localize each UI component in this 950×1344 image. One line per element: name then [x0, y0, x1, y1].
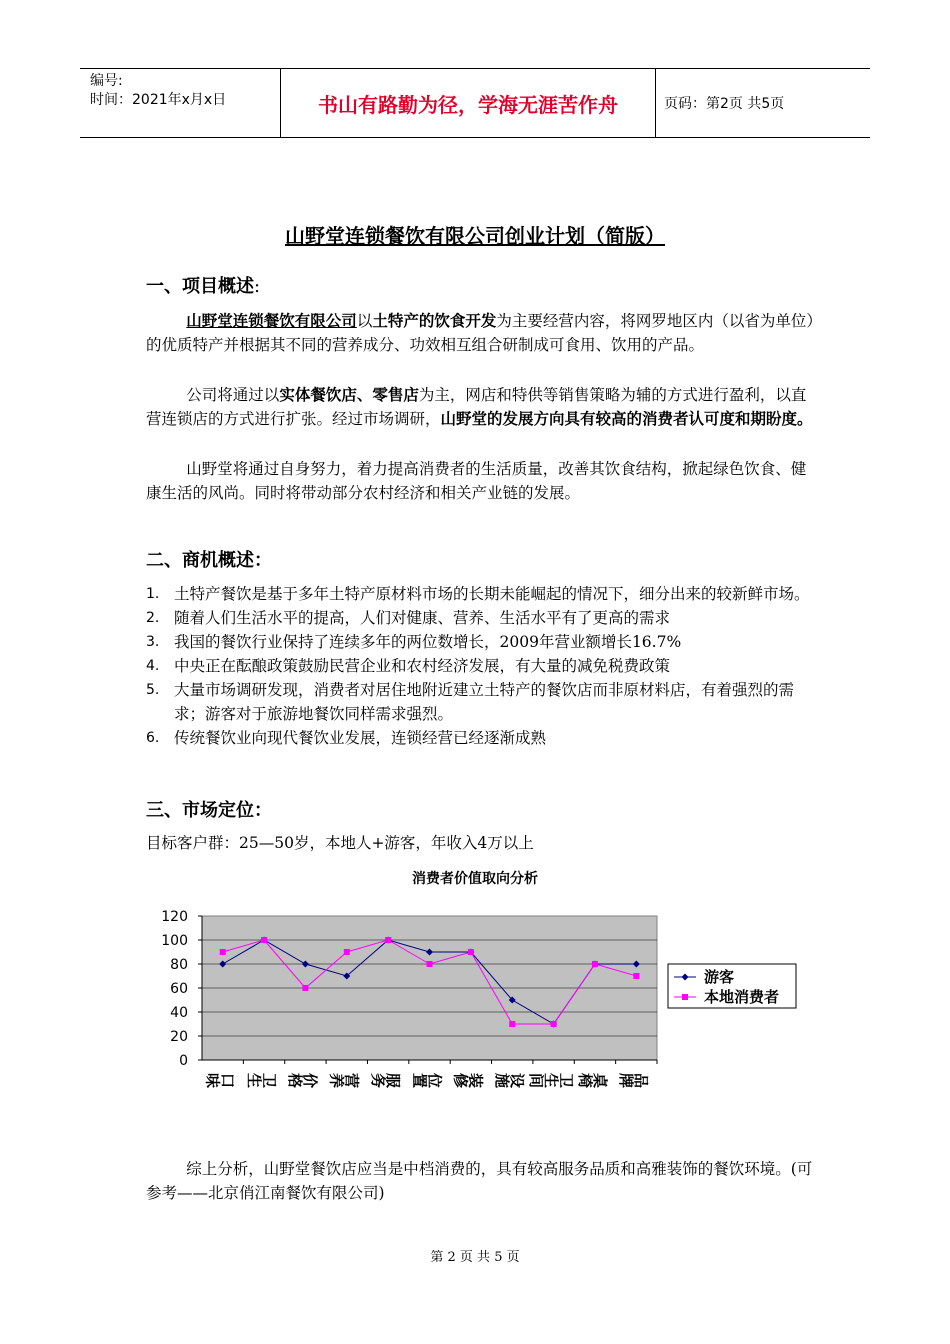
section1-heading [146, 272, 260, 298]
y-tick-label: 100 [161, 933, 188, 949]
y-tick-label: 40 [170, 1005, 188, 1021]
list-item-number: 6. [146, 730, 160, 746]
number-label: 编号: [90, 73, 123, 89]
section1-paragraph-2 [146, 383, 816, 431]
p2-b: 为主，网店和特供等销售策略为辅的方式进行盈利，以直营连锁店的方式进行扩张。经过市场调研， [146, 386, 807, 428]
data-point [551, 1021, 557, 1027]
list-item-text: 中央正在酝酿政策鼓励民营企业和农村经济发展，有大量的减免税费政策 [174, 657, 671, 675]
list-item-number: 4. [146, 658, 160, 674]
list-item-text: 大量市场调研发现，消费者对居住地附近建立土特产的餐饮店而非原材料店，有着强烈的需求；游客对于旅游地餐饮同样需求强烈。 [174, 681, 795, 723]
list-item [146, 654, 816, 678]
chart-title: 消费者价值取向分析 [412, 871, 538, 887]
section1-heading-text: 一、项目概述 [146, 276, 254, 297]
x-tick-label: 桌椅 [577, 1071, 608, 1089]
x-tick-label: 口味 [205, 1071, 236, 1089]
page-header [80, 68, 870, 138]
data-point [302, 985, 308, 991]
y-tick-label: 80 [170, 957, 188, 973]
legend-marker [682, 994, 688, 1000]
y-tick-label: 120 [161, 909, 188, 925]
section2-heading: 二、商机概述： [146, 550, 272, 571]
x-tick-label: 卫生间 [529, 1071, 575, 1089]
data-point [220, 949, 226, 955]
conclusion-paragraph: 综上分析，山野堂餐饮店应当是中档消费的，具有较高服务品质和高雅装饰的餐饮环境。(可参考——北京俏江南餐饮有限公司) [146, 1160, 813, 1202]
x-tick-label: 营养 [329, 1071, 360, 1089]
x-tick-label: 设施 [495, 1071, 526, 1089]
list-item-text: 传统餐饮业向现代餐饮业发展，连锁经营已经逐渐成熟 [174, 729, 547, 747]
list-item-text: 随着人们生活水平的提高，人们对健康、营养、生活水平有了更高的需求 [174, 609, 671, 627]
data-point [427, 961, 433, 967]
opportunity-list [146, 582, 816, 750]
p1-bold: 土特产的饮食开发 [372, 311, 497, 330]
legend-label: 本地消费者 [704, 988, 780, 1006]
legend-label: 游客 [704, 968, 735, 986]
list-item [146, 726, 816, 750]
data-point [385, 937, 391, 943]
x-tick-label: 价格 [288, 1071, 319, 1089]
x-tick-label: 位置 [412, 1071, 443, 1089]
p2-bold-2: 山野堂的发展方向具有较高的消费者认可度和期盼度。 [440, 409, 813, 428]
y-tick-label: 0 [179, 1053, 188, 1069]
section1-paragraph-3: 山野堂将通过自身努力，着力提高消费者的生活质量，改善其饮食结构，掀起绿色饮食、健康生活的风尚。同时将带动部分农村经济和相关产业链的发展。 [146, 460, 807, 502]
x-tick-label: 卫生 [247, 1071, 278, 1089]
list-item [146, 630, 816, 654]
p1-mid: 以 [356, 312, 373, 330]
company-name: 山野堂连锁餐饮有限公司 [186, 311, 357, 330]
p2-a: 公司将通过以 [186, 386, 280, 404]
document-title: 山野堂连锁餐饮有限公司创业计划（简版） [285, 224, 665, 248]
list-item [146, 678, 816, 726]
list-item [146, 606, 816, 630]
section3-heading: 三、市场定位： [146, 800, 272, 821]
section1-heading-colon: : [254, 276, 261, 297]
header-motto: 书山有路勤为径，学海无涯苦作舟 [280, 69, 656, 137]
header-left-cell [80, 69, 280, 137]
x-tick-label: 装修 [453, 1071, 484, 1089]
value-orientation-chart [150, 900, 810, 1140]
y-tick-label: 60 [170, 981, 188, 997]
y-tick-label: 20 [170, 1029, 188, 1045]
data-point [633, 973, 639, 979]
list-item [146, 582, 816, 606]
x-tick-label: 品牌 [619, 1071, 650, 1089]
section1-paragraph-1 [146, 309, 816, 357]
time-label: 时间：2021年x月x日 [90, 92, 227, 108]
list-item-text: 土特产餐饮是基于多年土特产原材料市场的长期未能崛起的情况下，细分出来的较新鲜市场。 [174, 585, 810, 603]
target-customer: 目标客户群：25—50岁，本地人+游客，年收入4万以上 [146, 834, 534, 852]
p1-rest: 为主要经营内容，将网罗地区内（以省为单位）的优质特产并根据其不同的营养成分、功效相互组合研制成可食用、饮用的产品。 [146, 312, 815, 354]
list-item-text: 我国的餐饮行业保持了连续多年的两位数增长，2009年营业额增长16.7% [174, 633, 682, 651]
data-point [468, 949, 474, 955]
x-tick-label: 服务 [371, 1071, 402, 1089]
list-item-number: 5. [146, 682, 160, 698]
page-footer: 第 2 页 共 5 页 [430, 1250, 520, 1265]
p2-bold-1: 实体餐饮店、零售店 [279, 385, 419, 404]
data-point [592, 961, 598, 967]
list-item-number: 3. [146, 634, 160, 650]
list-item-number: 1. [146, 586, 160, 602]
data-point [344, 949, 350, 955]
data-point [261, 937, 267, 943]
header-page-info: 页码：第2页 共5页 [664, 96, 785, 112]
list-item-number: 2. [146, 610, 160, 626]
data-point [509, 1021, 515, 1027]
